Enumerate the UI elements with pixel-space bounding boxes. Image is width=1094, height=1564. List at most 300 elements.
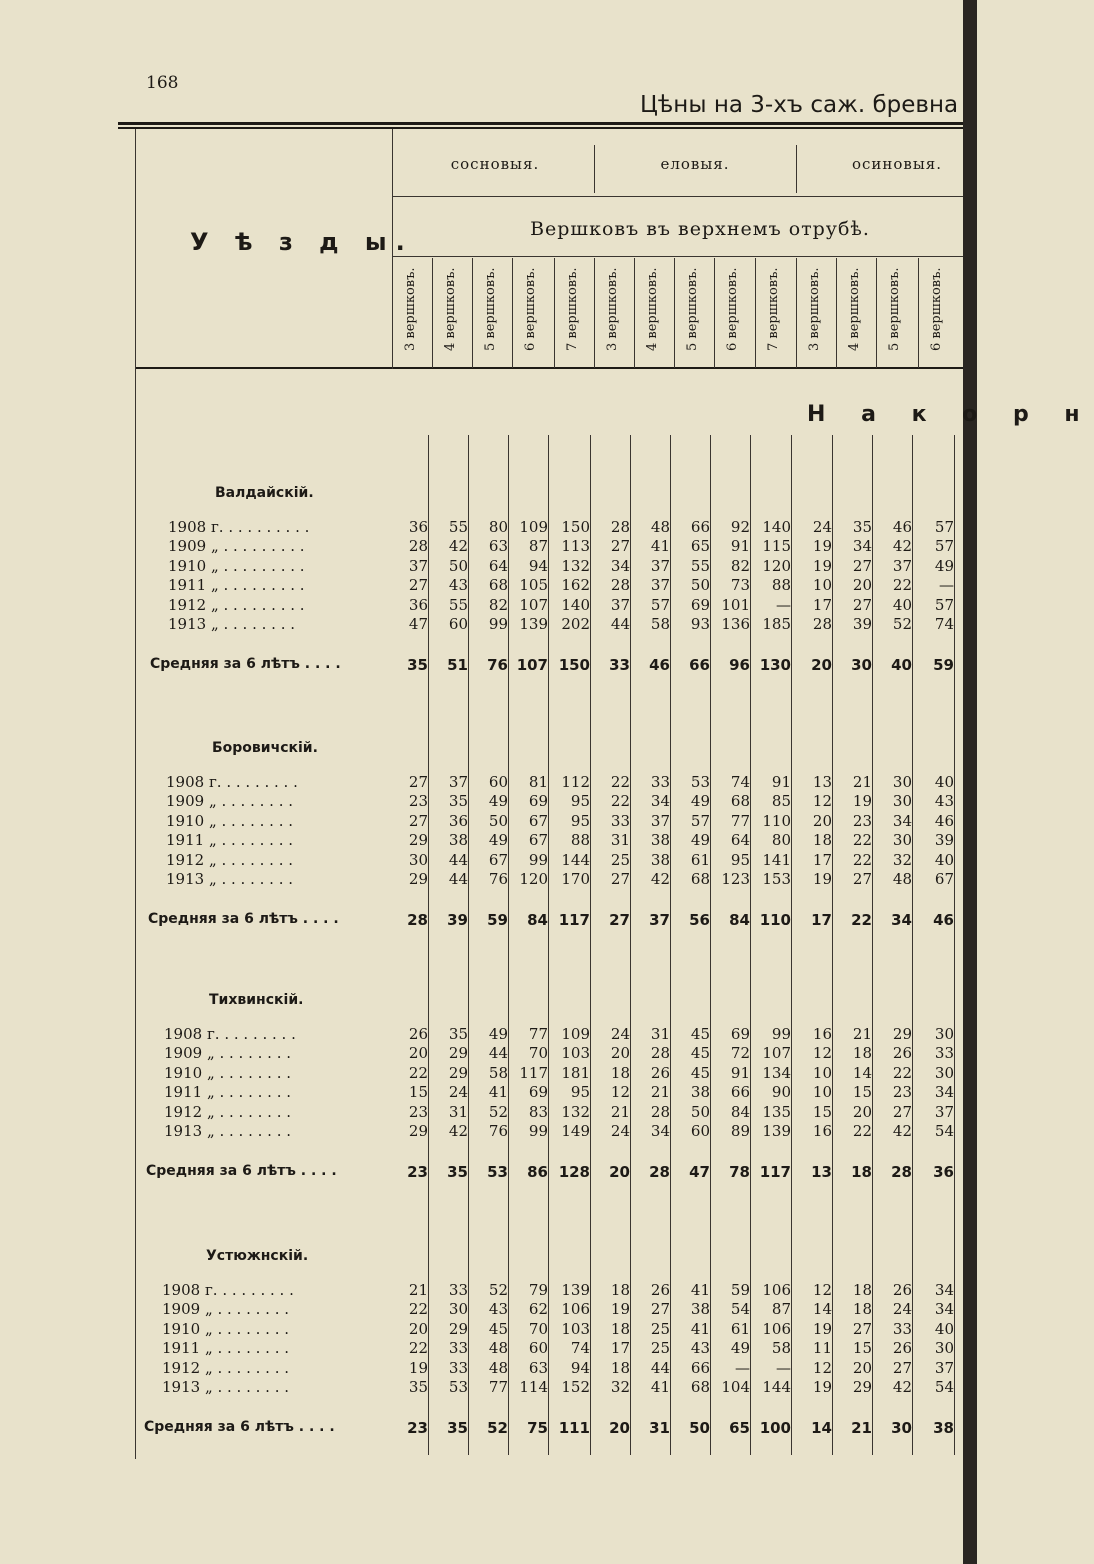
table-cell: 93 — [690, 615, 710, 633]
table-cell: 20 — [408, 1044, 428, 1063]
table-cell: 68 — [730, 792, 750, 811]
table-cell: 35 — [408, 1378, 428, 1396]
table-cell: 114 — [519, 1378, 548, 1396]
table-cell: 30 — [934, 1025, 954, 1043]
average-cell: 22 — [851, 911, 872, 930]
district-name: Боровичскій. — [212, 740, 318, 756]
table-cell: 91 — [771, 773, 791, 791]
table-cell: 37 — [934, 1358, 954, 1377]
table-cell: 10 — [812, 1083, 832, 1102]
table-cell: 20 — [812, 811, 832, 830]
table-cell: 29 — [892, 1025, 912, 1043]
average-cell: 21 — [851, 1419, 872, 1438]
table-cell: 40 — [934, 850, 954, 869]
table-cell: 49 — [934, 556, 954, 575]
table-cell: 41 — [650, 1378, 670, 1396]
table-cell: 106 — [762, 1281, 791, 1299]
average-cell: 20 — [811, 656, 832, 675]
average-cell: 84 — [527, 911, 548, 930]
table-cell: 94 — [570, 1358, 590, 1377]
table-cell: 105 — [519, 576, 548, 595]
table-cell: 21 — [408, 1281, 428, 1299]
table-cell: 11 — [812, 1339, 832, 1358]
table-cell: 15 — [408, 1083, 428, 1102]
table-cell: 27 — [408, 811, 428, 830]
table-cell: 57 — [934, 518, 954, 536]
table-cell: 22 — [408, 1300, 428, 1319]
table-cell: 109 — [519, 518, 548, 536]
table-cell: 66 — [690, 1358, 710, 1377]
year-label: 1912 „ . . . . . . . . — [164, 1102, 292, 1121]
table-cell: 17 — [812, 595, 832, 614]
table-cell: 34 — [852, 537, 872, 556]
year-label: 1909 „ . . . . . . . . — [166, 792, 294, 811]
average-cell: 84 — [729, 911, 750, 930]
table-cell: 57 — [650, 595, 670, 614]
year-label: 1912 „ . . . . . . . . — [162, 1358, 290, 1377]
table-cell: 57 — [934, 537, 954, 556]
average-cell: 18 — [851, 1163, 872, 1182]
average-cell: 110 — [759, 911, 791, 930]
table-cell: 41 — [690, 1319, 710, 1338]
table-cell: 55 — [448, 595, 468, 614]
year-label: 1913 „ . . . . . . . . — [162, 1378, 290, 1396]
table-cell: 181 — [561, 1063, 590, 1082]
species-underline — [392, 196, 963, 197]
table-cell: 49 — [488, 1025, 508, 1043]
year-label: 1909 „ . . . . . . . . — [162, 1300, 290, 1319]
year-label: 1911 „ . . . . . . . . — [164, 1083, 292, 1102]
table-cell: 20 — [852, 576, 872, 595]
table-cell: 76 — [488, 870, 508, 888]
average-cell: 33 — [609, 656, 630, 675]
year-label: 1909 „ . . . . . . . . — [164, 1044, 292, 1063]
table-cell: 77 — [488, 1378, 508, 1396]
table-cell: 69 — [528, 792, 548, 811]
body-column-rule — [590, 435, 591, 1455]
table-cell: 99 — [771, 1025, 791, 1043]
table-cell: 46 — [934, 811, 954, 830]
average-cell: 36 — [933, 1163, 954, 1182]
column-header-label: 4 вершковъ. — [443, 267, 458, 351]
table-cell: 21 — [650, 1083, 670, 1102]
year-label: 1908 г. . . . . . . . . . — [168, 518, 310, 536]
species-aspen: осиновыя. — [851, 155, 943, 173]
table-cell: 44 — [448, 850, 468, 869]
table-cell: 58 — [771, 1339, 791, 1358]
table-cell: 41 — [650, 537, 670, 556]
table-cell: 49 — [488, 792, 508, 811]
average-cell: 47 — [689, 1163, 710, 1182]
average-cell: 76 — [487, 656, 508, 675]
column-header-label: 3 вершковъ. — [807, 267, 822, 351]
average-cell: 28 — [891, 1163, 912, 1182]
average-cell: 150 — [558, 656, 590, 675]
table-cell: 10 — [812, 576, 832, 595]
table-cell: 91 — [730, 537, 750, 556]
table-cell: 26 — [650, 1063, 670, 1082]
table-cell: 90 — [771, 1083, 791, 1102]
table-cell: 91 — [730, 1063, 750, 1082]
average-cell: 46 — [649, 656, 670, 675]
average-cell: 78 — [729, 1163, 750, 1182]
column-header — [472, 258, 512, 366]
table-cell: — — [735, 1358, 750, 1377]
table-cell: 42 — [448, 537, 468, 556]
year-label: 1910 „ . . . . . . . . — [164, 1063, 292, 1082]
table-cell: 140 — [762, 518, 791, 536]
table-cell: 22 — [610, 792, 630, 811]
table-cell: 112 — [561, 773, 590, 791]
table-cell: 18 — [610, 1281, 630, 1299]
table-cell: 84 — [730, 1102, 750, 1121]
table-cell: 45 — [488, 1319, 508, 1338]
table-cell: 13 — [812, 773, 832, 791]
table-cell: 28 — [610, 576, 630, 595]
average-cell: 39 — [447, 911, 468, 930]
table-cell: 107 — [519, 595, 548, 614]
body-column-rule — [832, 435, 833, 1455]
table-cell: 152 — [561, 1378, 590, 1396]
average-cell: 52 — [487, 1419, 508, 1438]
table-cell: 45 — [690, 1025, 710, 1043]
body-column-rule — [630, 435, 631, 1455]
table-cell: 12 — [812, 792, 832, 811]
table-cell: 80 — [488, 518, 508, 536]
table-cell: 144 — [762, 1378, 791, 1396]
table-cell: 74 — [730, 773, 750, 791]
average-cell: 59 — [487, 911, 508, 930]
average-cell: 31 — [649, 1419, 670, 1438]
average-label: Средняя за 6 лѣтъ . . . . — [146, 1163, 337, 1180]
table-cell: — — [939, 576, 954, 595]
table-cell: 67 — [528, 811, 548, 830]
table-cell: 26 — [892, 1339, 912, 1358]
column-rule — [634, 258, 635, 368]
body-column-rule — [710, 435, 711, 1455]
body-column-rule — [508, 435, 509, 1455]
table-cell: 64 — [488, 556, 508, 575]
year-label: 1912 „ . . . . . . . . — [166, 850, 294, 869]
table-cell: 162 — [561, 576, 590, 595]
table-cell: 58 — [488, 1063, 508, 1082]
column-header — [594, 258, 634, 366]
table-cell: 82 — [730, 556, 750, 575]
column-header-label: 6 вершковъ. — [523, 267, 538, 351]
table-cell: 65 — [690, 537, 710, 556]
year-label: 1912 „ . . . . . . . . . — [168, 595, 305, 614]
average-cell: 59 — [933, 656, 954, 675]
table-cell: 30 — [934, 1339, 954, 1358]
table-cell: 52 — [488, 1102, 508, 1121]
table-cell: 21 — [610, 1102, 630, 1121]
table-cell: 15 — [852, 1339, 872, 1358]
table-cell: 24 — [610, 1025, 630, 1043]
table-cell: 50 — [690, 576, 710, 595]
species-divider — [594, 145, 595, 193]
table-cell: 54 — [934, 1378, 954, 1396]
year-label: 1911 „ . . . . . . . . — [166, 831, 294, 850]
table-cell: 33 — [448, 1281, 468, 1299]
table-cell: 63 — [528, 1358, 548, 1377]
table-cell: 57 — [934, 595, 954, 614]
table-cell: 32 — [892, 850, 912, 869]
column-header — [432, 258, 472, 366]
average-cell: 50 — [689, 1419, 710, 1438]
subheader: Вершковъ въ верхнемъ отрубѣ. — [530, 218, 870, 240]
table-cell: 42 — [892, 537, 912, 556]
page-edge — [963, 0, 977, 1564]
year-label: 1911 „ . . . . . . . . . — [168, 576, 305, 595]
table-cell: 35 — [448, 1025, 468, 1043]
year-label: 1910 „ . . . . . . . . — [166, 811, 294, 830]
table-cell: 39 — [852, 615, 872, 633]
table-cell: 68 — [488, 576, 508, 595]
table-cell: 132 — [561, 556, 590, 575]
table-cell: 27 — [892, 1102, 912, 1121]
table-cell: 48 — [892, 870, 912, 888]
table-cell: 42 — [650, 870, 670, 888]
table-cell: 136 — [721, 615, 750, 633]
table-cell: 17 — [610, 1339, 630, 1358]
table-cell: 53 — [448, 1378, 468, 1396]
table-cell: 34 — [934, 1281, 954, 1299]
table-cell: 52 — [892, 615, 912, 633]
table-cell: 20 — [408, 1319, 428, 1338]
table-cell: 18 — [812, 831, 832, 850]
table-cell: 88 — [771, 576, 791, 595]
table-cell: 107 — [762, 1044, 791, 1063]
table-cell: 27 — [408, 773, 428, 791]
average-cell: 35 — [447, 1163, 468, 1182]
table-cell: 23 — [852, 811, 872, 830]
table-cell: 34 — [610, 556, 630, 575]
table-cell: 12 — [812, 1044, 832, 1063]
table-cell: 79 — [528, 1281, 548, 1299]
table-cell: 74 — [570, 1339, 590, 1358]
table-cell: 26 — [650, 1281, 670, 1299]
table-cell: 99 — [488, 615, 508, 633]
table-cell: 22 — [408, 1339, 428, 1358]
average-cell: 51 — [447, 656, 468, 675]
average-cell: 23 — [407, 1163, 428, 1182]
table-cell: 58 — [650, 615, 670, 633]
table-cell: 37 — [448, 773, 468, 791]
table-cell: 73 — [730, 576, 750, 595]
table-cell: 18 — [610, 1063, 630, 1082]
table-cell: 25 — [610, 850, 630, 869]
table-cell: 141 — [762, 850, 791, 869]
district-name: Валдайскій. — [215, 485, 314, 501]
table-cell: 57 — [690, 811, 710, 830]
table-cell: 103 — [561, 1044, 590, 1063]
subheader-underline — [392, 256, 963, 257]
table-cell: 40 — [934, 1319, 954, 1338]
average-cell: 35 — [407, 656, 428, 675]
table-cell: 48 — [488, 1339, 508, 1358]
average-cell: 86 — [527, 1163, 548, 1182]
year-label: 1909 „ . . . . . . . . . — [168, 537, 305, 556]
top-rule — [118, 122, 963, 125]
table-cell: 140 — [561, 595, 590, 614]
table-cell: 66 — [690, 518, 710, 536]
table-cell: 134 — [762, 1063, 791, 1082]
table-left-border — [135, 129, 136, 1459]
table-cell: 29 — [408, 1122, 428, 1140]
table-cell: 60 — [488, 773, 508, 791]
table-cell: 53 — [690, 773, 710, 791]
table-cell: 109 — [561, 1025, 590, 1043]
table-cell: 35 — [852, 518, 872, 536]
table-cell: 29 — [408, 870, 428, 888]
average-cell: 46 — [933, 911, 954, 930]
year-label: 1911 „ . . . . . . . . — [162, 1339, 290, 1358]
table-cell: 106 — [561, 1300, 590, 1319]
column-header — [918, 258, 958, 366]
table-cell: 50 — [488, 811, 508, 830]
column-header — [392, 258, 432, 366]
table-cell: 106 — [762, 1319, 791, 1338]
table-cell: 19 — [408, 1358, 428, 1377]
table-cell: 22 — [408, 1063, 428, 1082]
table-cell: 19 — [812, 1378, 832, 1396]
header-bottom-rule — [135, 367, 963, 369]
body-column-rule — [548, 435, 549, 1455]
table-cell: 25 — [650, 1319, 670, 1338]
table-cell: 28 — [408, 537, 428, 556]
table-cell: 95 — [570, 1083, 590, 1102]
table-cell: 37 — [610, 595, 630, 614]
column-rule — [554, 258, 555, 368]
table-cell: 14 — [812, 1300, 832, 1319]
table-cell: 22 — [892, 576, 912, 595]
table-cell: 19 — [812, 537, 832, 556]
table-cell: 41 — [690, 1281, 710, 1299]
column-header-label: 6 вершковъ. — [929, 267, 944, 351]
table-cell: 44 — [650, 1358, 670, 1377]
year-label: 1910 „ . . . . . . . . — [162, 1319, 290, 1338]
table-cell: 68 — [690, 870, 710, 888]
table-cell: 117 — [519, 1063, 548, 1082]
body-column-rule — [912, 435, 913, 1455]
table-cell: 30 — [892, 792, 912, 811]
average-cell: 27 — [609, 911, 630, 930]
table-cell: 95 — [730, 850, 750, 869]
average-label: Средняя за 6 лѣтъ . . . . — [148, 911, 339, 928]
table-cell: 30 — [892, 773, 912, 791]
table-cell: 33 — [650, 773, 670, 791]
average-label: Средняя за 6 лѣтъ . . . . — [150, 656, 341, 673]
year-label: 1913 „ . . . . . . . . — [166, 870, 294, 888]
table-cell: 16 — [812, 1025, 832, 1043]
average-cell: 28 — [649, 1163, 670, 1182]
body-column-rule — [468, 435, 469, 1455]
table-cell: 39 — [934, 831, 954, 850]
body-column-rule — [670, 435, 671, 1455]
table-cell: 68 — [690, 1378, 710, 1396]
table-cell: 18 — [852, 1281, 872, 1299]
table-cell: 27 — [892, 1358, 912, 1377]
average-cell: 75 — [527, 1419, 548, 1438]
average-cell: 117 — [759, 1163, 791, 1182]
table-cell: 113 — [561, 537, 590, 556]
table-cell: 19 — [812, 556, 832, 575]
table-cell: 27 — [852, 595, 872, 614]
table-cell: 31 — [610, 831, 630, 850]
table-cell: 120 — [519, 870, 548, 888]
table-cell: 18 — [610, 1319, 630, 1338]
table-cell: 76 — [488, 1122, 508, 1140]
table-cell: 36 — [408, 518, 428, 536]
table-cell: 83 — [528, 1102, 548, 1121]
column-rule — [512, 258, 513, 368]
table-cell: 44 — [488, 1044, 508, 1063]
table-cell: 23 — [408, 792, 428, 811]
column-rule — [392, 258, 393, 368]
table-cell: 23 — [892, 1083, 912, 1102]
table-cell: 38 — [650, 831, 670, 850]
body-column-rule — [872, 435, 873, 1455]
table-cell: 64 — [730, 831, 750, 850]
table-cell: 48 — [650, 518, 670, 536]
average-cell: 13 — [811, 1163, 832, 1182]
species-spruce: еловыя. — [660, 155, 730, 173]
column-header — [674, 258, 714, 366]
average-cell: 30 — [891, 1419, 912, 1438]
page-title: Цѣны на 3-хъ саж. бревна — [640, 92, 959, 118]
table-cell: 44 — [610, 615, 630, 633]
table-cell: 144 — [561, 850, 590, 869]
column-header-label: 6 вершковъ. — [725, 267, 740, 351]
column-header-label: 4 вершковъ. — [645, 267, 660, 351]
table-cell: 18 — [852, 1044, 872, 1063]
column-rule — [432, 258, 433, 368]
table-cell: 62 — [528, 1300, 548, 1319]
table-cell: 27 — [408, 576, 428, 595]
table-cell: — — [776, 1358, 791, 1377]
table-cell: 44 — [448, 870, 468, 888]
year-label: 1908 г. . . . . . . . . — [162, 1281, 294, 1299]
table-cell: 88 — [570, 831, 590, 850]
column-header-label: 5 вершковъ. — [483, 267, 498, 351]
table-cell: 42 — [892, 1378, 912, 1396]
average-cell: 53 — [487, 1163, 508, 1182]
table-cell: 24 — [812, 518, 832, 536]
table-cell: 30 — [892, 831, 912, 850]
table-cell: 69 — [690, 595, 710, 614]
table-cell: 132 — [561, 1102, 590, 1121]
table-cell: 24 — [892, 1300, 912, 1319]
table-cell: 20 — [610, 1044, 630, 1063]
table-cell: 33 — [934, 1044, 954, 1063]
column-header-label: 7 вершковъ. — [565, 267, 580, 351]
table-cell: 74 — [934, 615, 954, 633]
table-cell: 66 — [730, 1083, 750, 1102]
table-cell: 77 — [528, 1025, 548, 1043]
table-cell: 22 — [610, 773, 630, 791]
table-cell: 40 — [892, 595, 912, 614]
table-cell: 24 — [610, 1122, 630, 1140]
table-cell: 20 — [852, 1358, 872, 1377]
average-cell: 107 — [516, 656, 548, 675]
table-cell: 30 — [408, 850, 428, 869]
year-label: 1908 г. . . . . . . . . — [166, 773, 298, 791]
table-cell: 149 — [561, 1122, 590, 1140]
column-rule — [876, 258, 877, 368]
table-cell: 139 — [762, 1122, 791, 1140]
table-cell: 37 — [650, 556, 670, 575]
table-cell: 38 — [650, 850, 670, 869]
